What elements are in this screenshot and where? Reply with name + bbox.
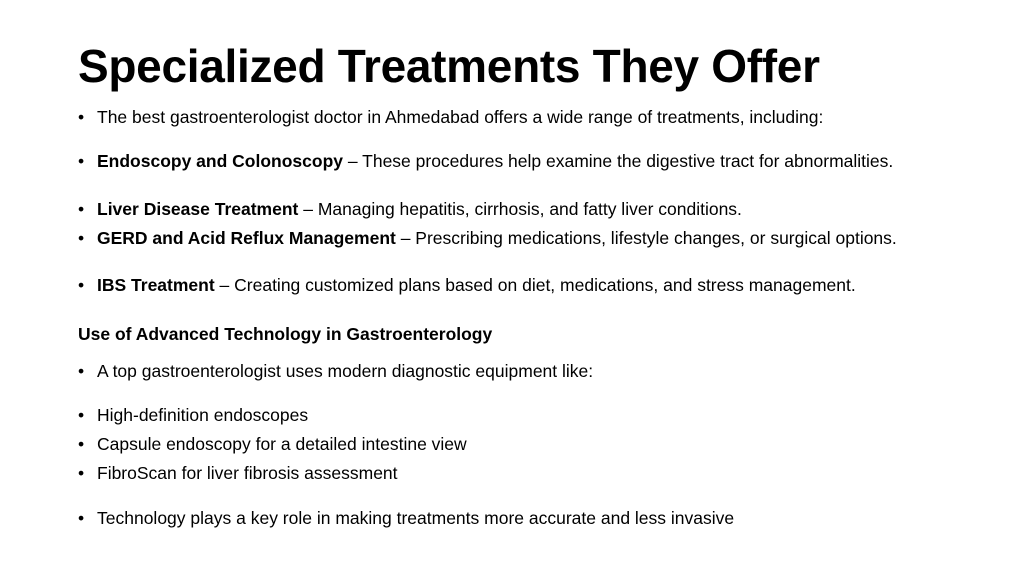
equipment-item <box>78 464 958 483</box>
bullet-dot: • <box>78 199 85 219</box>
treatment-description: – Managing hepatitis, cirrhosis, and fatty liver conditions. <box>298 199 742 219</box>
treatment-description: – Prescribing medications, lifestyle changes, or surgical options. <box>395 228 897 248</box>
technology-intro-bullet <box>78 362 958 381</box>
equipment-item <box>78 435 958 454</box>
bullet-dot: • <box>78 405 85 425</box>
equipment-text: High-definition endoscopes <box>97 405 309 425</box>
bullet-dot: • <box>78 463 85 483</box>
bullet-dot: • <box>78 275 85 295</box>
intro-bullet <box>78 108 958 127</box>
closing-text: Technology plays a key role in making treatments more accurate and less invasive <box>97 508 735 528</box>
bullet-dot: • <box>78 107 85 127</box>
treatment-item <box>78 200 958 219</box>
treatment-description: – These procedures help examine the digestive tract for abnormalities. <box>343 151 894 171</box>
technology-intro-text: A top gastroenterologist uses modern diagnostic equipment like: <box>97 361 594 381</box>
bullet-dot: • <box>78 151 85 171</box>
section-heading: Use of Advanced Technology in Gastroenterology <box>78 324 493 344</box>
treatment-item <box>78 152 958 171</box>
treatment-item <box>78 276 958 295</box>
treatment-name: GERD and Acid Reflux Management <box>97 228 396 248</box>
treatment-item <box>78 229 958 248</box>
intro-text: The best gastroenterologist doctor in Ahmedabad offers a wide range of treatments, including: <box>97 107 824 127</box>
slide-title: Specialized Treatments They Offer <box>78 40 820 92</box>
equipment-text: Capsule endoscopy for a detailed intestine view <box>97 434 467 454</box>
treatment-name: IBS Treatment <box>97 275 215 295</box>
bullet-dot: • <box>78 434 85 454</box>
bullet-dot: • <box>78 508 85 528</box>
treatment-name: Endoscopy and Colonoscopy <box>97 151 343 171</box>
treatment-name: Liver Disease Treatment <box>97 199 299 219</box>
treatment-description: – Creating customized plans based on diet, medications, and stress management. <box>214 275 856 295</box>
bullet-dot: • <box>78 228 85 248</box>
equipment-text: FibroScan for liver fibrosis assessment <box>97 463 398 483</box>
bullet-dot: • <box>78 361 85 381</box>
closing-bullet <box>78 509 958 528</box>
equipment-item <box>78 406 958 425</box>
